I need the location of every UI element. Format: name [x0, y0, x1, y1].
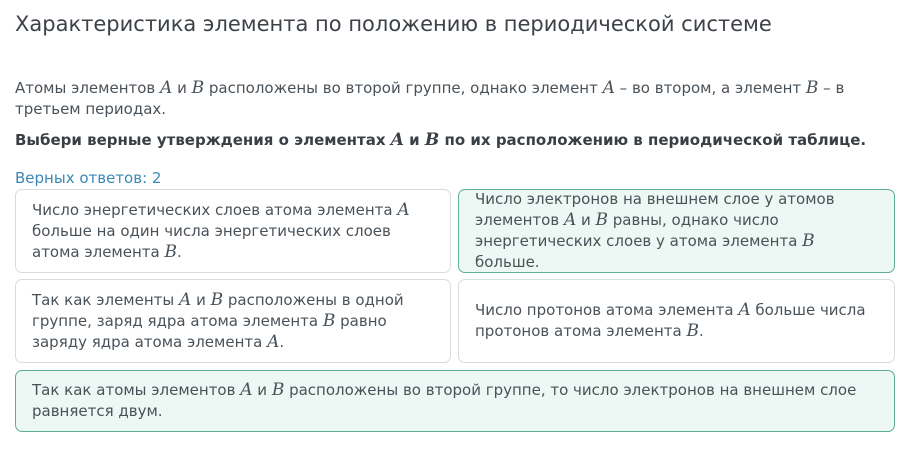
answer-option-3[interactable]: [15, 279, 451, 363]
task-description: Атомы элементов A и B расположены во второй группе, однако элемент A – во втором, а элемент B – в третьем периодах.: [15, 78, 845, 118]
answer-option-5[interactable]: [15, 370, 895, 432]
answer-option-text: Число протонов атома элемента A больше числа протонов атома элемента B.: [475, 300, 866, 341]
answers-count: Верных ответов: 2: [15, 169, 162, 187]
answer-option-2[interactable]: [458, 189, 895, 273]
page-title: Характеристика элемента по положению в периодической системе: [15, 12, 772, 36]
task-instruction: Выбери верные утверждения о элементах A и B по их расположению в периодической таблице.: [15, 130, 867, 150]
answer-option-text: Число электронов на внешнем слое у атомов элементов A и B равны, однако число энергетических слоев у атома элемента B больше.: [475, 190, 835, 271]
answer-option-1[interactable]: [15, 189, 451, 273]
answer-option-4[interactable]: [458, 279, 895, 363]
answer-option-text: Так как атомы элементов A и B расположены во второй группе, то число электронов на внешнем слое равняется двум.: [32, 380, 857, 420]
answer-option-text: Так как элементы A и B расположены в одной группе, заряд ядра атома элемента B равно заряду ядра атома элемента A.: [32, 289, 404, 352]
answer-option-text: Число энергетических слоев атома элемента A больше на один числа энергетических слоев атома элемента B.: [32, 199, 410, 262]
